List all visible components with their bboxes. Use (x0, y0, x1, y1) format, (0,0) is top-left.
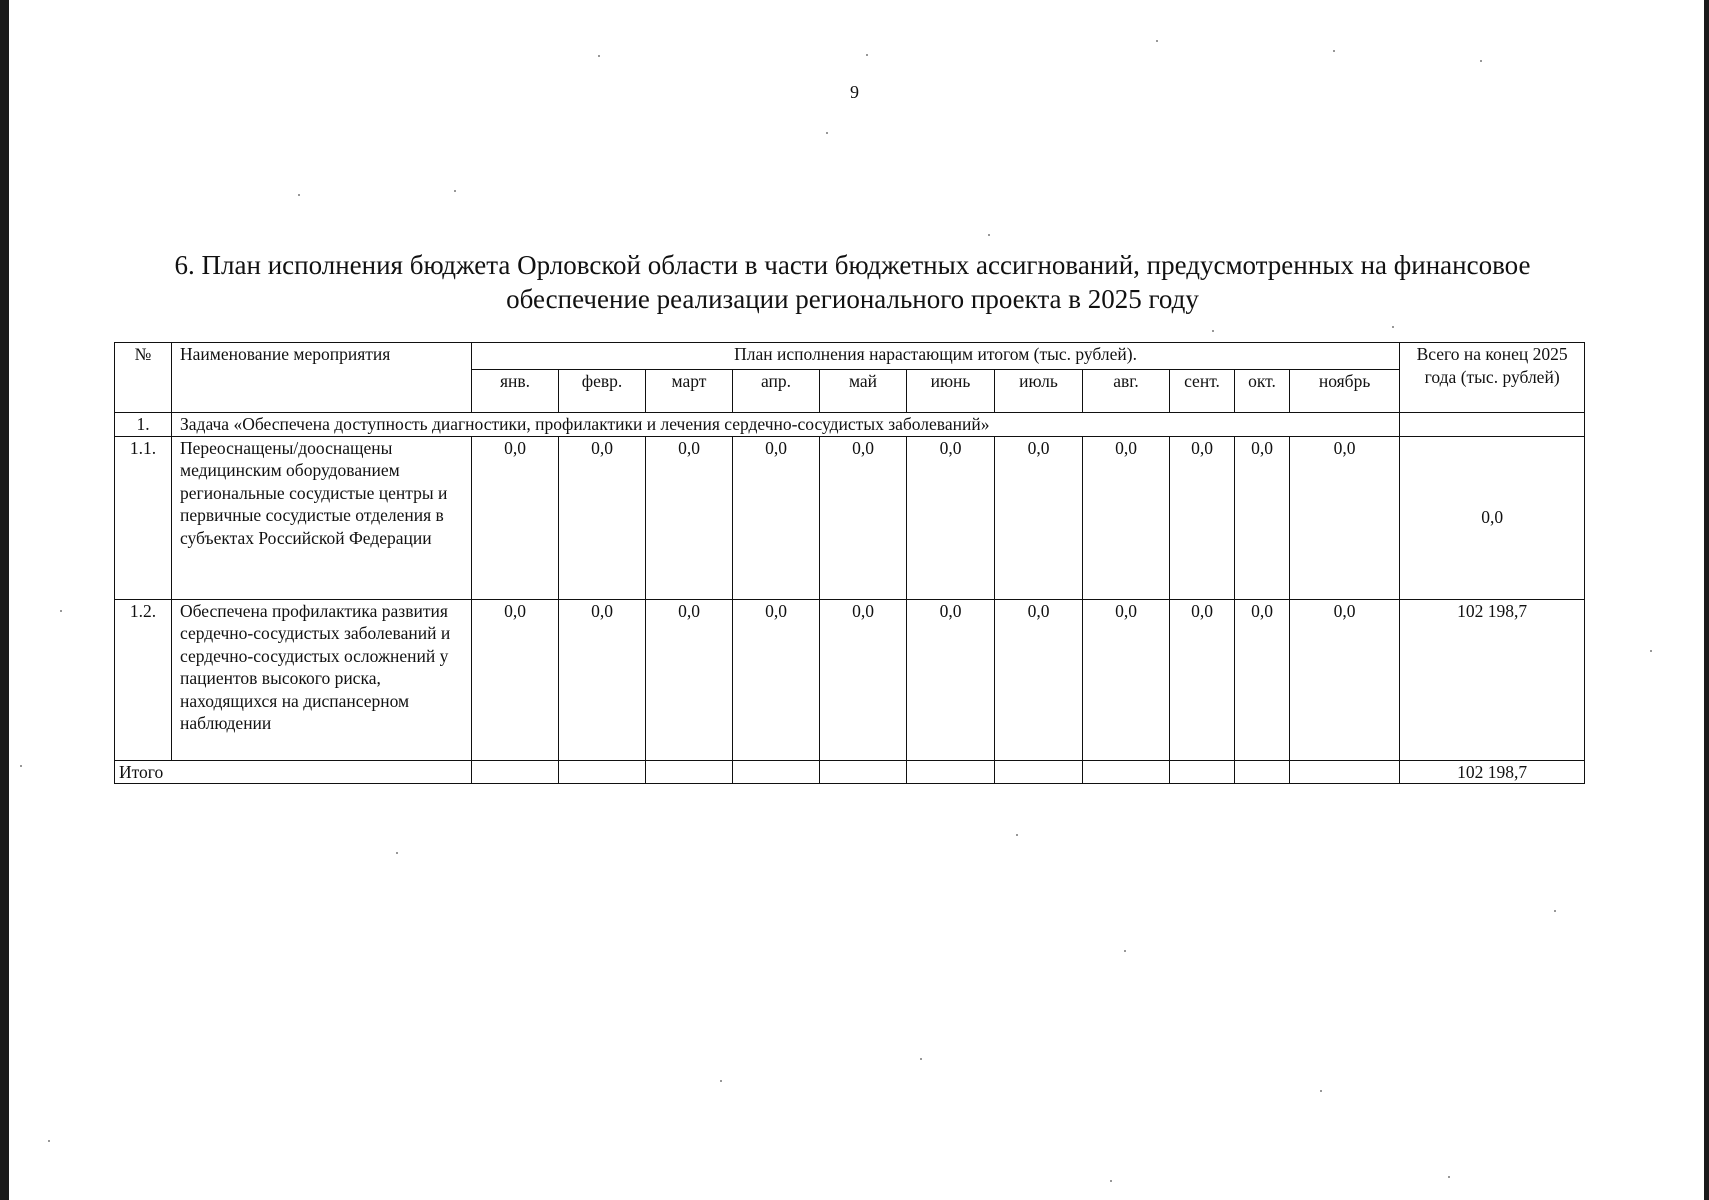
header-month: май (820, 370, 907, 413)
scan-speck (60, 610, 62, 612)
row-month-value: 0,0 (907, 599, 995, 760)
row-activity-name: Обеспечена профилактика развития сердечно-сосудистых заболеваний и сердечно-сосудистых осложнений у пациентов высокого риска, находящихся на диспансерном наблюдении (172, 599, 472, 760)
page-number: 9 (850, 82, 859, 102)
scan-border-right (1704, 0, 1709, 1200)
total-year-value: 102 198,7 (1400, 760, 1585, 784)
section-title (120, 248, 1585, 316)
scan-speck (598, 55, 600, 57)
row-number: 1.2. (115, 599, 172, 760)
total-month-cell (907, 760, 995, 784)
scan-speck (1448, 1176, 1450, 1178)
row-month-value: 0,0 (1235, 599, 1290, 760)
header-month: окт. (1235, 370, 1290, 413)
header-month: март (646, 370, 733, 413)
row-month-value: 0,0 (995, 599, 1083, 760)
scan-border-left (0, 0, 9, 1200)
header-number: № (115, 343, 172, 413)
row-month-value: 0,0 (1170, 599, 1235, 760)
table-total-row (115, 760, 1585, 784)
total-month-cell (1083, 760, 1170, 784)
scan-speck (1650, 650, 1652, 652)
header-activity-name: Наименование мероприятия (172, 343, 472, 413)
scan-speck (1320, 1090, 1322, 1092)
header-month: апр. (733, 370, 820, 413)
row-month-value: 0,0 (820, 436, 907, 599)
scan-speck (826, 132, 828, 134)
row-month-value: 0,0 (733, 599, 820, 760)
row-month-value: 0,0 (472, 599, 559, 760)
scan-speck (866, 54, 868, 56)
row-month-value: 0,0 (1170, 436, 1235, 599)
total-month-cell (1235, 760, 1290, 784)
scan-speck (1480, 60, 1482, 62)
header-plan-group: План исполнения нарастающим итогом (тыс. рублей). (472, 343, 1400, 370)
row-month-value: 0,0 (995, 436, 1083, 599)
total-label: Итого (115, 760, 472, 784)
header-month: сент. (1170, 370, 1235, 413)
scan-speck (48, 1140, 50, 1142)
total-month-cell (646, 760, 733, 784)
scan-speck (1333, 50, 1335, 52)
header-month: ноябрь (1290, 370, 1400, 413)
table-row (115, 436, 1585, 599)
row-year-total: 0,0 (1400, 436, 1585, 599)
scan-speck (1554, 910, 1556, 912)
scan-speck (396, 852, 398, 854)
row-month-value: 0,0 (646, 436, 733, 599)
table-header-row (115, 343, 1585, 370)
scan-speck (720, 1080, 722, 1082)
total-month-cell (559, 760, 646, 784)
total-month-cell (820, 760, 907, 784)
header-month: авг. (1083, 370, 1170, 413)
row-month-value: 0,0 (559, 436, 646, 599)
task-number: 1. (115, 413, 172, 437)
section-title-line-2: обеспечение реализации регионального проекта в 2025 году (506, 284, 1199, 314)
scan-speck (1156, 40, 1158, 42)
task-total-cell (1400, 413, 1585, 437)
table-row (115, 599, 1585, 760)
header-month: июль (995, 370, 1083, 413)
row-month-value: 0,0 (559, 599, 646, 760)
total-month-cell (1290, 760, 1400, 784)
scan-speck (1110, 1180, 1112, 1182)
header-month: июнь (907, 370, 995, 413)
section-title-line-1: 6. План исполнения бюджета Орловской области в части бюджетных ассигнований, предусмотренных на финансовое (174, 250, 1531, 280)
row-month-value: 0,0 (820, 599, 907, 760)
header-year-total: Всего на конец 2025 года (тыс. рублей) (1400, 343, 1585, 413)
task-text: Задача «Обеспечена доступность диагностики, профилактики и лечения сердечно-сосудистых заболеваний» (172, 413, 1400, 437)
row-year-total: 102 198,7 (1400, 599, 1585, 760)
header-month: янв. (472, 370, 559, 413)
task-row (115, 413, 1585, 437)
row-month-value: 0,0 (1235, 436, 1290, 599)
row-month-value: 0,0 (646, 599, 733, 760)
scan-speck (920, 1058, 922, 1060)
row-month-value: 0,0 (1290, 599, 1400, 760)
total-month-cell (1170, 760, 1235, 784)
total-month-cell (733, 760, 820, 784)
row-month-value: 0,0 (1083, 436, 1170, 599)
scan-speck (454, 190, 456, 192)
total-month-cell (995, 760, 1083, 784)
row-activity-name: Переоснащены/дооснащены медицинским оборудованием региональные сосудистые центры и первичные сосудистые отделения в субъектах Российской Федерации (172, 436, 472, 599)
scan-speck (1392, 326, 1394, 328)
row-month-value: 0,0 (907, 436, 995, 599)
scan-speck (20, 765, 22, 767)
scan-speck (1016, 834, 1018, 836)
scan-speck (298, 194, 300, 196)
row-month-value: 0,0 (733, 436, 820, 599)
scan-speck (988, 234, 990, 236)
budget-plan-table (114, 342, 1585, 784)
scan-speck (1124, 950, 1126, 952)
row-month-value: 0,0 (1083, 599, 1170, 760)
row-number: 1.1. (115, 436, 172, 599)
scan-speck (1212, 330, 1214, 332)
total-month-cell (472, 760, 559, 784)
row-month-value: 0,0 (1290, 436, 1400, 599)
header-month: февр. (559, 370, 646, 413)
row-month-value: 0,0 (472, 436, 559, 599)
